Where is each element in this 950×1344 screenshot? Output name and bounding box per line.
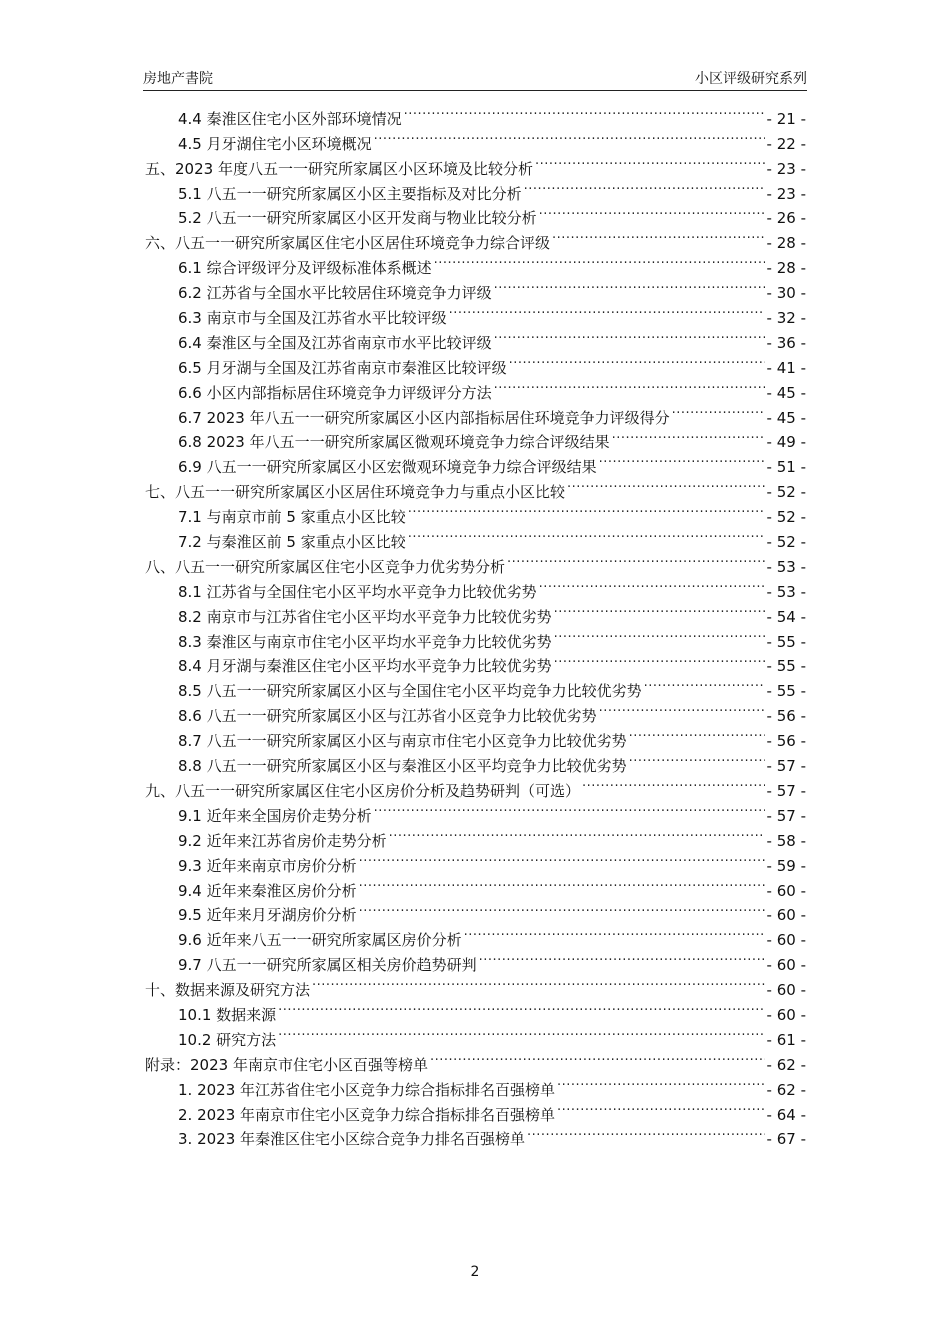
toc-dot-leader [527,1120,765,1145]
toc-entry-page: - 26 - [766,209,806,228]
toc-entry-title: 4.5 月牙湖住宅小区环境概况 [178,134,372,153]
toc-entry-title: 1. 2023 年江苏省住宅小区竞争力综合指标排名百强榜单 [178,1080,556,1099]
toc-dot-leader [629,746,765,771]
toc-dot-leader [430,1045,765,1070]
toc-entry-title: 6.1 综合评级评分及评级标准体系概述 [178,259,432,278]
toc-dot-leader [612,423,765,448]
toc-entry-title: 6.6 小区内部指标居住环境竞争力评级评分方法 [178,383,492,402]
toc-entry-page: - 45 - [766,408,806,427]
toc-dot-leader [494,373,765,398]
toc-entry-page: - 55 - [766,632,806,651]
toc-entry-page: - 64 - [766,1105,806,1124]
toc-entry-page: - 62 - [766,1080,806,1099]
toc-dot-leader [278,995,764,1020]
toc-entry-page: - 21 - [766,109,806,128]
toc-dot-leader [582,771,765,796]
toc-entry-page: - 52 - [766,508,806,527]
toc-dot-leader [408,497,765,522]
toc-entry-page: - 62 - [766,1055,806,1074]
toc-entry-page: - 60 - [766,881,806,900]
toc-entry-title: 6.8 2023 年八五一一研究所家属区微观环境竞争力综合评级结果 [178,433,610,452]
header-right-title: 小区评级研究系列 [695,71,807,87]
toc-entry-page: - 41 - [766,358,806,377]
toc-dot-leader [509,348,765,373]
toc-entry-page: - 57 - [766,806,806,825]
toc-entry-title: 附录：2023 年南京市住宅小区百强等榜单 [145,1055,428,1074]
toc-entry-page: - 28 - [766,234,806,253]
toc-dot-leader [539,199,765,224]
toc-entry-page: - 58 - [766,831,806,850]
toc-entry-page: - 60 - [766,931,806,950]
toc-entry-title: 8.1 江苏省与全国住宅小区平均水平竞争力比较优劣势 [178,582,537,601]
header-left-title: 房地产書院 [143,71,213,87]
toc-entry-page: - 22 - [766,134,806,153]
toc-dot-leader [359,896,765,921]
toc-entry-title: 十、数据来源及研究方法 [145,981,311,1000]
page-number: 2 [470,1264,480,1280]
toc-entry-title: 8.5 八五一一研究所家属区小区与全国住宅小区平均竞争力比较优劣势 [178,682,642,701]
page-header [143,68,807,91]
toc-entry-title: 6.7 2023 年八五一一研究所家属区小区内部指标居住环境竞争力评级得分 [178,408,670,427]
toc-entry-page: - 51 - [766,458,806,477]
toc-entry-page: - 60 - [766,981,806,1000]
toc-entry-title: 8.4 月牙湖与秦淮区住宅小区平均水平竞争力比较优劣势 [178,657,552,676]
toc-entry-title: 8.3 秦淮区与南京市住宅小区平均水平竞争力比较优劣势 [178,632,552,651]
toc-entry-title: 2. 2023 年南京市住宅小区竞争力综合指标排名百强榜单 [178,1105,556,1124]
toc-entry-page: - 30 - [766,284,806,303]
toc-entry-page: - 67 - [766,1130,806,1149]
toc-entry-title: 10.2 研究方法 [178,1030,277,1049]
toc-dot-leader [567,472,765,497]
toc-entry-title: 9.6 近年来八五一一研究所家属区房价分析 [178,931,462,950]
toc-subsection-entry[interactable] [145,99,806,128]
toc-dot-leader [408,522,765,547]
toc-entry-title: 六、八五一一研究所家属区住宅小区居住环境竞争力综合评级 [145,234,551,253]
toc-dot-leader [494,273,765,298]
toc-entry-page: - 52 - [766,533,806,552]
toc-entry-page: - 53 - [766,582,806,601]
toc-dot-leader [539,572,765,597]
toc-entry-page: - 57 - [766,781,806,800]
toc-entry-title: 9.2 近年来江苏省房价走势分析 [178,831,387,850]
toc-entry-page: - 56 - [766,707,806,726]
toc-dot-leader [312,970,765,995]
toc-dot-leader [557,1095,765,1120]
toc-entry-page: - 59 - [766,856,806,875]
toc-dot-leader [374,796,765,821]
toc-entry-title: 8.8 八五一一研究所家属区小区与秦淮区小区平均竞争力比较优劣势 [178,757,627,776]
toc-entry-page: - 23 - [766,184,806,203]
toc-entry-page: - 28 - [766,259,806,278]
table-of-contents [145,99,806,1149]
toc-entry-page: - 23 - [766,159,806,178]
toc-entry-title: 7.1 与南京市前 5 家重点小区比较 [178,508,406,527]
toc-dot-leader [494,323,765,348]
toc-dot-leader [449,298,765,323]
toc-dot-leader [554,647,765,672]
toc-entry-title: 6.3 南京市与全国及江苏省水平比较评级 [178,309,447,328]
toc-entry-title: 9.7 八五一一研究所家属区相关房价趋势研判 [178,956,477,975]
toc-dot-leader [359,846,765,871]
toc-entry-page: - 45 - [766,383,806,402]
toc-entry-title: 6.2 江苏省与全国水平比较居住环境竞争力评级 [178,284,492,303]
toc-dot-leader [479,945,765,970]
toc-entry-title: 6.4 秦淮区与全国及江苏省南京市水平比较评级 [178,333,492,352]
toc-entry-page: - 52 - [766,483,806,502]
toc-entry-title: 9.4 近年来秦淮区房价分析 [178,881,357,900]
toc-entry-title: 6.5 月牙湖与全国及江苏省南京市秦淮区比较评级 [178,358,507,377]
toc-dot-leader [389,821,765,846]
toc-dot-leader [359,871,765,896]
toc-entry-page: - 54 - [766,607,806,626]
toc-entry-page: - 49 - [766,433,806,452]
toc-entry-title: 6.9 八五一一研究所家属区小区宏微观环境竞争力综合评级结果 [178,458,597,477]
toc-dot-leader [374,124,765,149]
toc-entry-title: 9.5 近年来月牙湖房价分析 [178,906,357,925]
toc-entry-title: 8.6 八五一一研究所家属区小区与江苏省小区竞争力比较优劣势 [178,707,597,726]
toc-dot-leader [404,99,765,124]
toc-entry-page: - 32 - [766,309,806,328]
toc-entry-title: 9.1 近年来全国房价走势分析 [178,806,372,825]
toc-entry-page: - 55 - [766,682,806,701]
toc-entry-title: 5.2 八五一一研究所家属区小区开发商与物业比较分析 [178,209,537,228]
toc-entry-title: 五、2023 年度八五一一研究所家属区小区环境及比较分析 [145,159,533,178]
toc-entry-page: - 60 - [766,1005,806,1024]
toc-entry-title: 9.3 近年来南京市房价分析 [178,856,357,875]
toc-dot-leader [644,671,765,696]
toc-entry-title: 10.1 数据来源 [178,1005,277,1024]
toc-entry-title: 5.1 八五一一研究所家属区小区主要指标及对比分析 [178,184,522,203]
toc-dot-leader [629,721,765,746]
toc-entry-title: 8.7 八五一一研究所家属区小区与南京市住宅小区竞争力比较优劣势 [178,732,627,751]
toc-dot-leader [554,622,765,647]
toc-entry-page: - 53 - [766,557,806,576]
toc-entry-title: 八、八五一一研究所家属区住宅小区竞争力优劣势分析 [145,557,506,576]
toc-entry-page: - 57 - [766,757,806,776]
toc-dot-leader [672,398,765,423]
toc-entry-title: 7.2 与秦淮区前 5 家重点小区比较 [178,533,406,552]
toc-entry-title: 3. 2023 年秦淮区住宅小区综合竞争力排名百强榜单 [178,1130,526,1149]
toc-dot-leader [552,223,765,248]
toc-entry-title: 九、八五一一研究所家属区住宅小区房价分析及趋势研判（可选） [145,781,581,800]
toc-entry-page: - 60 - [766,956,806,975]
toc-entry-page: - 60 - [766,906,806,925]
toc-entry-title: 8.2 南京市与江苏省住宅小区平均水平竞争力比较优劣势 [178,607,552,626]
toc-dot-leader [599,696,765,721]
toc-dot-leader [278,1020,764,1045]
toc-entry-page: - 56 - [766,732,806,751]
toc-dot-leader [599,447,765,472]
toc-dot-leader [434,248,765,273]
toc-dot-leader [557,1070,765,1095]
toc-dot-leader [535,149,765,174]
toc-dot-leader [507,547,765,572]
toc-dot-leader [554,597,765,622]
toc-entry-page: - 61 - [766,1030,806,1049]
toc-entry-title: 4.4 秦淮区住宅小区外部环境情况 [178,109,402,128]
toc-dot-leader [464,920,765,945]
toc-entry-title: 七、八五一一研究所家属区小区居住环境竞争力与重点小区比较 [145,483,566,502]
toc-entry-page: - 36 - [766,333,806,352]
toc-dot-leader [524,174,765,199]
toc-entry-page: - 55 - [766,657,806,676]
